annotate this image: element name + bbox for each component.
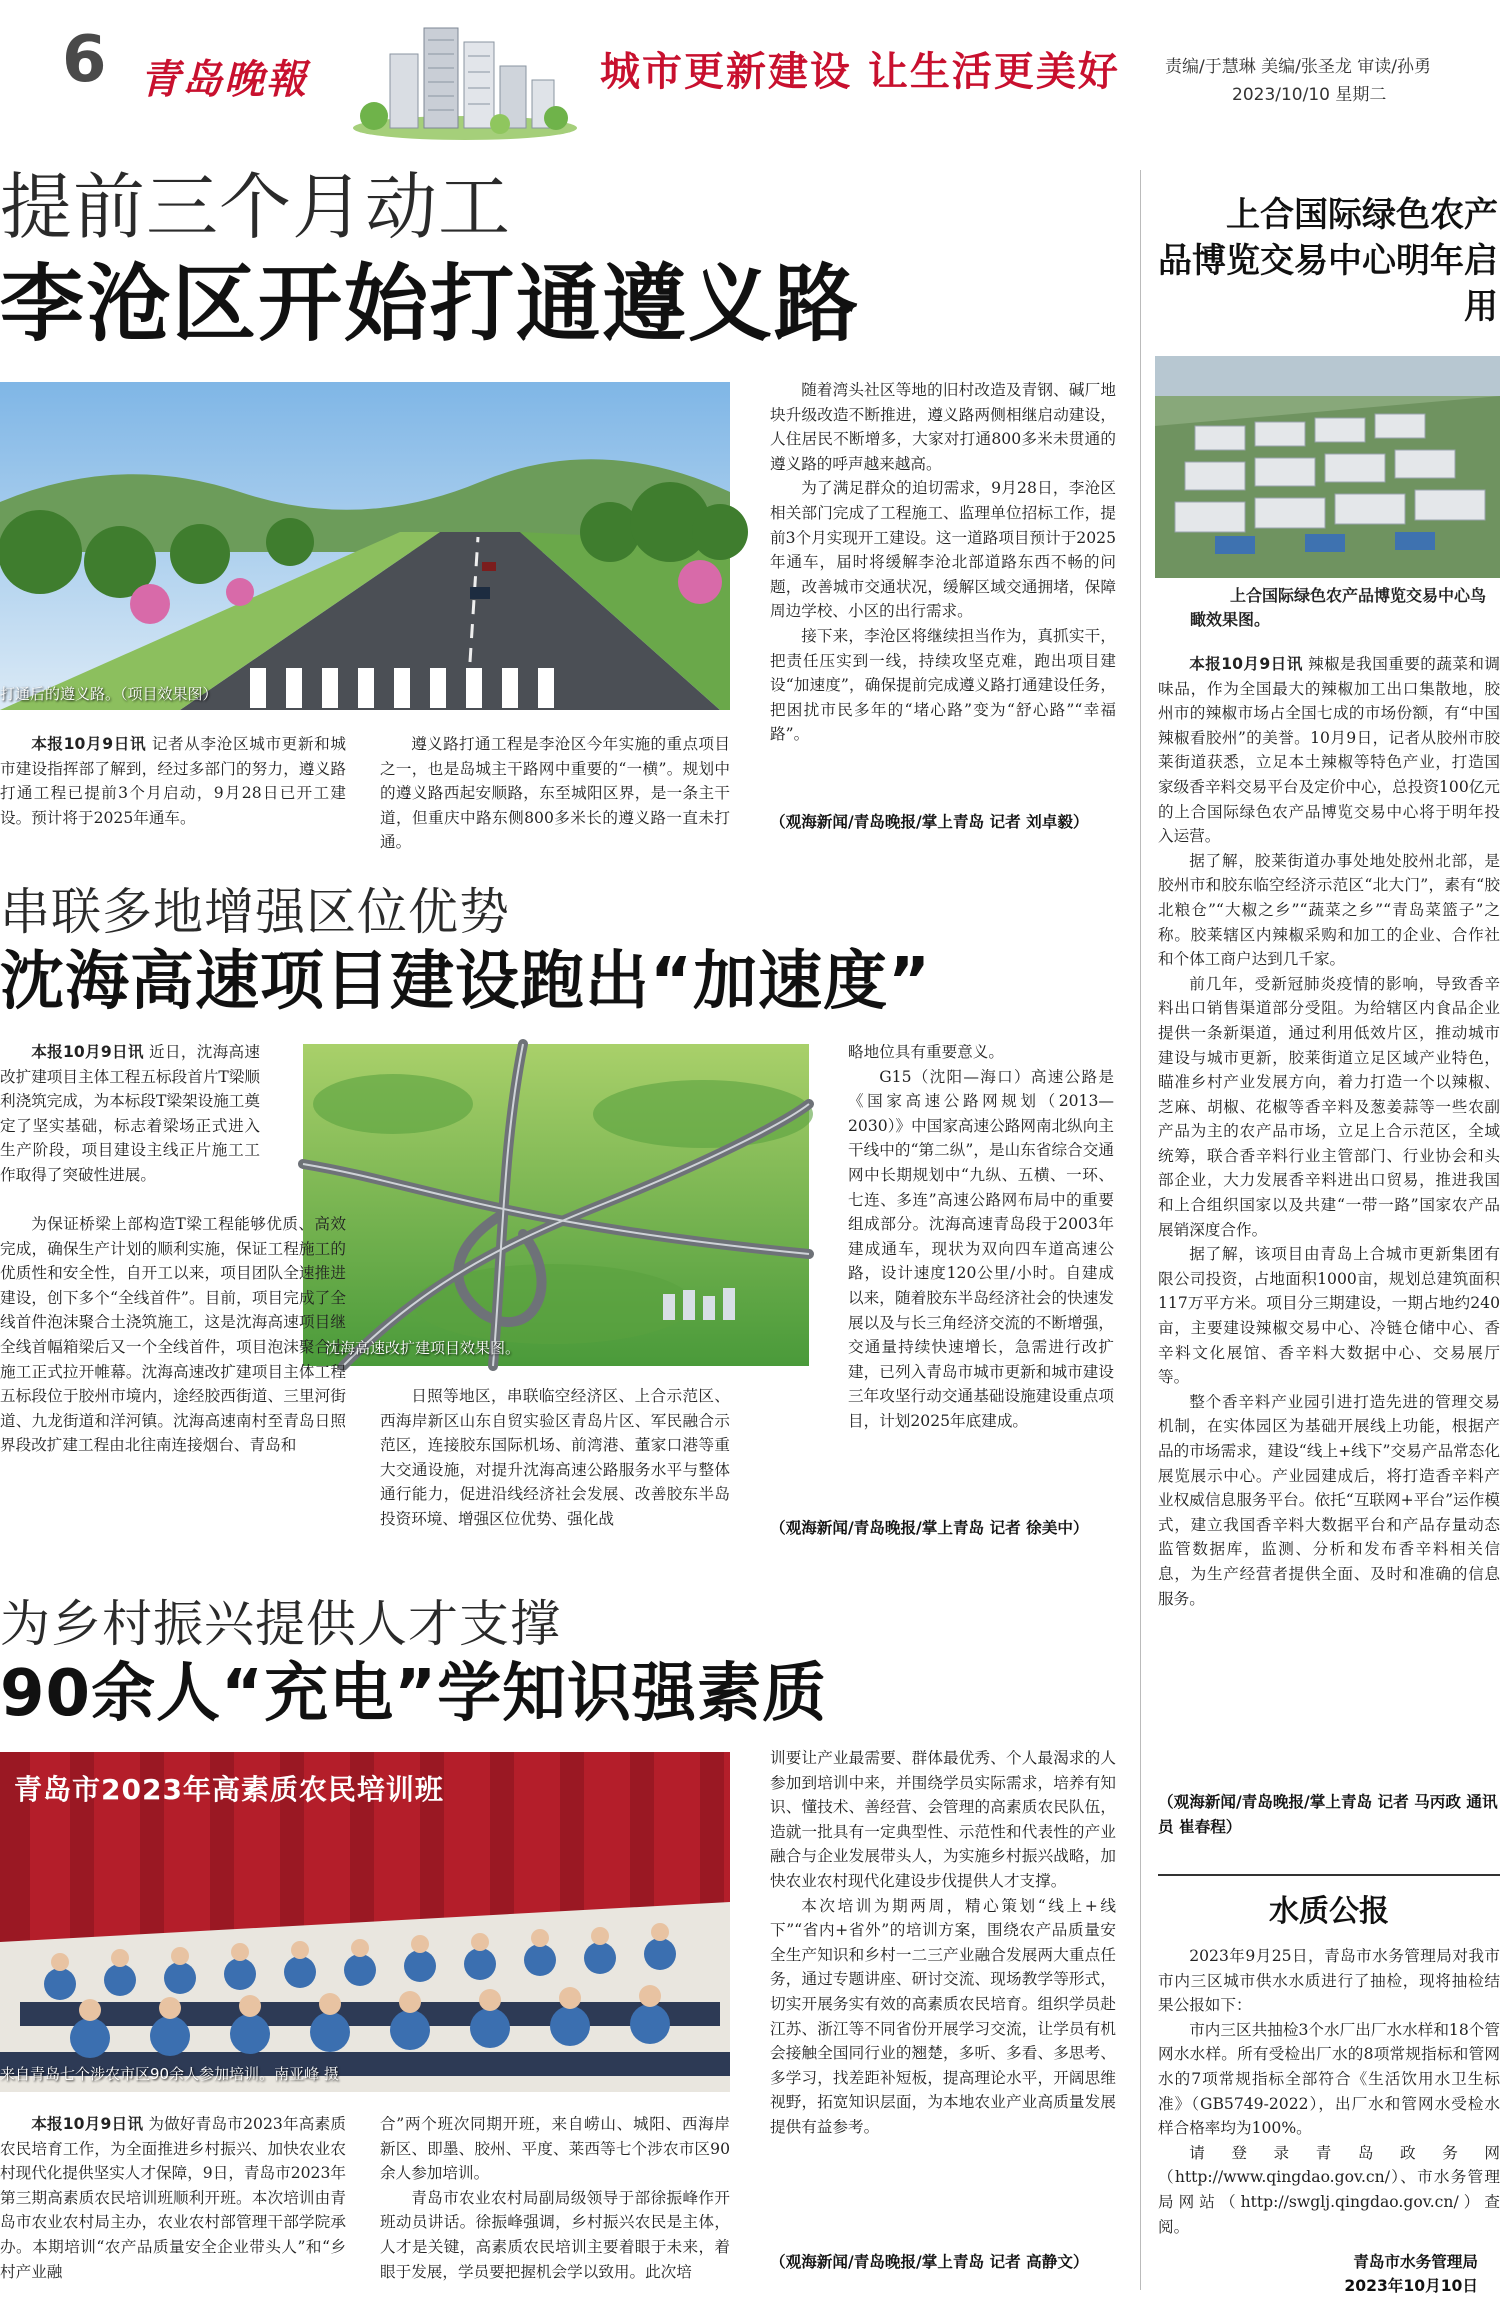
article2-kicker: 串联多地增强区位优势 [0, 883, 510, 941]
article3-headline: 90余人“充电”学知识强素质 [0, 1657, 828, 1731]
article3-photo-banner: 青岛市2023年高素质农民培训班 [14, 1773, 444, 1806]
article2-col1: 本报10月9日讯 近日，沈海高速改扩建项目主体工程五标段首片T梁顺利浇筑完成，为本标段T梁架设施工奠定了坚实基础，标志着梁场正式进入生产阶段，项目建设主线正片施工工作取得了突破性进展。 [0, 1043, 260, 1184]
notice-date: 2023年10月10日 [1344, 2277, 1478, 2295]
article4-credit: （观海新闻/青岛晚报/掌上青岛 记者 马丙政 通讯员 崔春程） [1158, 1793, 1498, 1836]
article1-credit: （观海新闻/青岛晚报/掌上青岛 记者 刘卓毅） [770, 813, 1089, 831]
article1-kicker: 提前三个月动工 [0, 165, 512, 249]
article3-col3: 训要让产业最需要、群体最优秀、个人最渴求的人参加到培训中来，并围绕学员实际需求，培养有知识、懂技术、善经营、会管理的高素质农民队伍，造就一批具有一定典型性、示范性和代表性的产业融合与企业发展带头人，为实施乡村振兴战略，加快农业农村现代化建设步伐提供人才支撑。 本次培训为期两周，精心策划“线上+线下”“省内+省外”的培训方案，围绕农产品质量安全生产知识和乡村一二三产业融合发展两大重点任务，通过专题讲座、研讨交流、现场教学等形式，切实开展务实有效的高素质农民培育。组织学员赴江苏、浙江等不同省份开展学习交流，让学员有机会接触全国同行业的翘楚，多听、多看、多思考、多学习，找差距补短板，提高理论水平，开阔思维视野，拓宽知识层面，为本地农业产业高质量发展提供有益参考。 [770, 1749, 1116, 2136]
editors-line: 责编/于慧琳 美编/张圣龙 审读/孙勇 [1165, 57, 1431, 77]
article4-body: 本报10月9日讯 辣椒是我国重要的蔬菜和调味品，作为全国最大的辣椒加工出口集散地，胶州市的辣椒市场占全国七成的市场份额，有“中国辣椒看胶州”的美誉。10月9日，记者从胶州市胶莱街道获悉，立足本土辣椒等特色产业，打造国家级香辛料交易平台及定价中心，总投资100亿元的上合国际绿色农产品博览交易中心将于明年投入运营。 据了解，胶莱街道办事处地处胶州北部，是胶州市和胶东临空经济示范区“北大门”，素有“胶北粮仓”“大椒之乡”“蔬菜之乡”“青岛菜篮子”之称。胶莱辖区内辣椒采购和加工的企业、合作社和个体工商户达到几千家。 前几年，受新冠肺炎疫情的影响，导致香辛料出口销售渠道部分受阻。为给辖区内食品企业提供一条新渠道，通过利用低效片区，推动城市建设与城市更新，胶莱街道立足区域产业特色，瞄准乡村产业发展方向，着力打造一个以辣椒、芝麻、胡椒、花椒等香辛料及葱姜蒜等一些农副产品为主的农产品市场，立足上合示范区，全域统筹，联合香辛料行业主管部门、行业协会和头部企业，大力发展香辛料进出口贸易，推进我国和上合组织国家以及共建“一带一路”国家农产品展销深度合作。 据了解，该项目由青岛上合城市更新集团有限公司投资，占地面积1000亩，规划总建筑面积117万平方米。项目分三期建设，一期占地约240亩，主要建设辣椒交易中心、冷链仓储中心、香辛料文化展馆、香辛料大数据中心、交易展厅等。 整个香辛料产业园引进打造先进的管理交易机制，在实体园区为基础开展线上功能，根据产品的市场需求，建设“线上+线下”交易产品常态化展览展示中心。产业园建成后，将打造香辛料产业权威信息服务平台。依托“互联网+平台”运作模式，建立我国香辛料大数据平台和产品存量动态监管数据库，监测、分析和发布香辛料相关信息，为生产经营者提供全面、及时和准确的信息服务。 [1158, 655, 1500, 1608]
masthead-slogan: 城市更新建设 让生活更美好 [600, 49, 1120, 95]
notice-body: 2023年9月25日，青岛市水务管理局对我市市内三区城市供水水质进行了抽检，现将抽检结果公报如下： 市内三区共抽检3个水厂出厂水水样和18个管网水水样。所有受检出厂水的8项常规指标和管网水的7项常规指标全部符合《生活饮用水卫生标准》（GB5749-2022），出厂水和管网水受检水样合格率均为100%。 请登录青岛政务网（http://www.qingdao.gov.cn/）、市水务管理局网站（http://swglj.qingdao.gov.cn/）查阅。 [1158, 1947, 1500, 2236]
article3-col2: 合”两个班次同期开班，来自崂山、城阳、西海岸新区、即墨、胶州、平度、莱西等七个涉农市区90余人参加培训。 青岛市农业农村局副局级领导于部徐振峰作开班动员讲话。徐振峰强调，乡村振兴农民是主体，人才是关键，高素质农民培训主要着眼于未来，着眼于发展，学员要把握机会学以致用。此次培 [380, 2115, 730, 2281]
notice-divider [1158, 1874, 1500, 1876]
article1-photo [0, 382, 730, 710]
masthead-city-illustration [350, 20, 580, 140]
article4-photo-caption: 上合国际绿色农产品博览交易中心鸟瞰效果图。 [1190, 586, 1487, 629]
article2-col1b: 为保证桥梁上部构造T梁工程能够优质、高效完成，确保生产计划的顺利实施，保证工程施工的优质性和安全性，自开工以来，项目团队全速推进建设，创下多个“全线首件”。目前，项目完成了全线首件泡沫聚合土浇筑施工，这是沈海高速项目继全线首幅箱梁后又一个全线首件，项目泡沫聚合土施工正式拉开帷幕。沈海高速改扩建项目主体工程五标段位于胶州市境内，途经胶西街道、三里河街道、九龙街道和洋河镇。沈海高速南村至青岛日照界段改扩建工程由北往南连接烟台、青岛和 [0, 1215, 346, 1455]
right-column-divider [1140, 170, 1141, 2290]
notice-signer: 青岛市水务管理局 [1353, 2253, 1478, 2271]
article2-col3a: 略地位具有重要意义。 G15（沈阳—海口）高速公路是《国家高速公路网规划（2013—2030）》中国家高速公路网南北纵向主干线中的“第二纵”，是山东省综合交通网中长期规划中“九纵、五横、一环、七连、多连”高速公路网布局中的重要组成部分。沈海高速青岛段于2003年建成通车，现状为双向四车道高速公路，设计速度120公里/小时。自建成以来，随着胶东半岛经济社会的快速发展以及与长三角经济交流的不断增强，交通量持续快速增长，急需进行改扩建，已列入青岛市城市更新和城市建设三年攻坚行动交通基础设施建设重点项目，计划2025年底建成。 [848, 1043, 1114, 1430]
article3-photo [0, 1752, 730, 2092]
notice-title: 水质公报 [1269, 1894, 1389, 1929]
article2-photo-caption: 沈海高速改扩建项目效果图。 [325, 1339, 521, 1357]
article2-photo [303, 1044, 809, 1366]
article2-credit: （观海新闻/青岛晚报/掌上青岛 记者 徐美中） [770, 1519, 1089, 1537]
issue-date: 2023/10/10 星期二 [1232, 85, 1387, 105]
article3-kicker: 为乡村振兴提供人才支撑 [0, 1595, 561, 1653]
article2-headline: 沈海高速项目建设跑出“加速度” [0, 945, 932, 1019]
article3-photo-caption: 来自青岛七个涉农市区90余人参加培训。南亚峰 摄 [0, 2065, 339, 2083]
article1-photo-caption: 打通后的遵义路。（项目效果图） [0, 685, 218, 703]
article1-col2: 遵义路打通工程是李沧区今年实施的重点项目之一，也是岛城主干路网中重要的“一横”。规划中的遵义路西起安顺路，东至城阳区界，是一条主干道，但重庆中路东侧800多米长的遵义路一直未打通。 [380, 735, 730, 852]
article1-col1: 本报10月9日讯 记者从李沧区城市更新和城市建设指挥部了解到，经过多部门的努力，遵义路打通工程已提前3个月启动，9月28日已开工建设。预计将于2025年通车。 [0, 735, 346, 827]
article3-credit: （观海新闻/青岛晚报/掌上青岛 记者 高静文） [770, 2253, 1089, 2271]
article1-col3: 随着湾头社区等地的旧村改造及青钢、碱厂地块升级改造不断推进，遵义路两侧相继启动建设，人住居民不断增多，大家对打通800多米未贯通的遵义路的呼声越来越高。 为了满足群众的迫切需求，9月28日，李沧区相关部门完成了工程施工、监理单位招标工作，提前3个月实现开工建设。这一道路项目预计于2025年通车，届时将缓解李沧北部道路东西不畅的问题，改善城市交通状况，缓解区域交通拥堵，保障周边学校、小区的出行需求。 接下来，李沧区将继续担当作为，真抓实干，把责任压实到一线，持续攻坚克难，跑出项目建设“加速度”，确保提前完成遵义路打通建设任务，把困扰市民多年的“堵心路”变为“舒心路”“幸福路”。 [770, 381, 1116, 744]
article1-headline: 李沧区开始打通遵义路 [0, 255, 861, 353]
article3-col1: 本报10月9日讯 为做好青岛市2023年高素质农民培育工作，为全面推进乡村振兴、加快农业农村现代化提供坚实人才保障，9日，青岛市2023年第三期高素质农民培训班顺利开班。本次培训由青岛市农业农村局主办，农业农村部管理干部学院承办。本期培训“农产品质量安全企业带头人”和“乡村产业融 [0, 2115, 346, 2281]
paper-name: 青岛晚報 [140, 56, 308, 103]
article4-headline: 上合国际绿色农产品博览交易中心明年启用 [1158, 195, 1498, 327]
article4-photo [1155, 356, 1500, 578]
page-number: 6 [62, 23, 107, 97]
article2-col2: 日照等地区，串联临空经济区、上合示范区、西海岸新区山东自贸实验区青岛片区、军民融合示范区，连接胶东国际机场、前湾港、董家口港等重大交通设施，对提升沈海高速公路服务水平与整体通行能力，促进沿线经济社会发展、改善胶东半岛投资环境、增强区位优势、强化战 [380, 1387, 730, 1528]
